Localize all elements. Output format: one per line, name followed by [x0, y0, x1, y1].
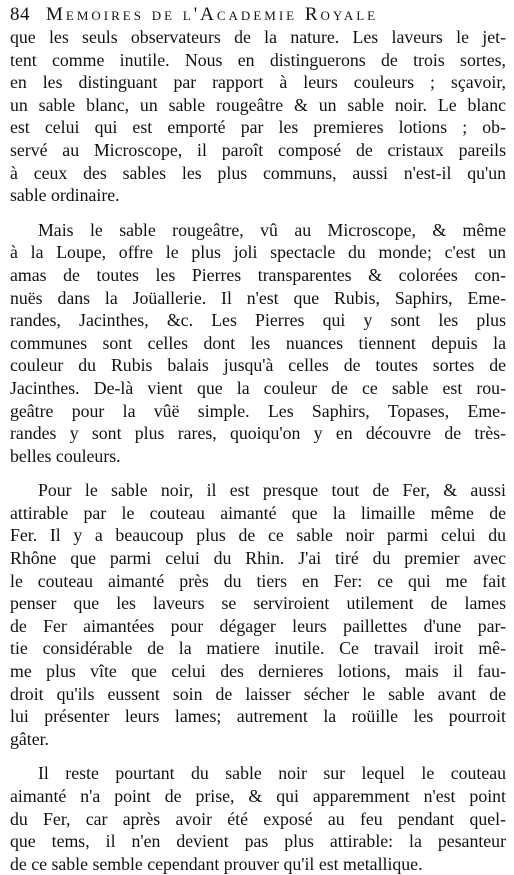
text-line: sable ordinaire. — [10, 185, 120, 206]
text-line: nuës dans la Joüallerie. Il n'est que Rubis, Saphirs, Eme- — [10, 287, 506, 308]
paragraph-gap — [10, 750, 506, 762]
text-line: geâtre pour la vûë simple. Les Saphirs, Topases, Eme- — [10, 400, 506, 421]
paragraph-gap — [10, 467, 506, 479]
text-line: servé au Microscope, il paroît composé de cristaux pareils — [10, 139, 506, 160]
paragraph — [10, 479, 506, 750]
text-line: est celui qui est emporté par les premieres lotions ; ob- — [10, 117, 506, 138]
text-line: me plus vîte que celui des dernieres lotions, mais il fau- — [10, 661, 506, 682]
text-line: de Fer aimantées pour dégager leurs paillettes d'une par- — [10, 615, 506, 636]
text-line: Fer. Il y a beaucoup plus de ce sable noir parmi celui du — [10, 525, 506, 546]
paragraph — [10, 219, 506, 468]
text-line: de ce sable semble cependant prouver qu'il est metallique. — [10, 853, 423, 874]
text-line: communes sont celles dont les nuances tiennent depuis la — [10, 332, 506, 353]
text-line: Il reste pourtant du sable noir sur lequel le couteau — [38, 763, 506, 784]
text-line: tie considérable de la matiere inutile. Ce travail iroit mê- — [10, 638, 506, 659]
text-line: du Fer, car après avoir été exposé au feu pendant quel- — [10, 808, 506, 829]
running-title: Memoires de l'Academie Royale — [46, 4, 379, 25]
text-line: tent comme inutile. Nous en distinguerons de trois sortes, — [10, 49, 506, 70]
text-line: Pour le sable noir, il est presque tout de Fer, & aussi — [38, 480, 506, 501]
text-line: aimanté n'a point de prise, & qui apparemment n'est point — [10, 786, 506, 806]
text-line: Rhône que parmi celui du Rhin. J'ai tiré du premier avec — [10, 548, 506, 569]
text-line: gâter. — [10, 728, 50, 749]
text-line: penser que les laveurs se serviroient utilement de lames — [10, 593, 506, 614]
text-line: à la Loupe, offre le plus joli spectacle du monde; c'est un — [10, 242, 506, 263]
paragraph — [10, 762, 506, 875]
text-line: lui présenter leurs lames; autrement la roüille les pourroit — [10, 706, 506, 727]
text-line: un sable blanc, un sable rougeâtre & un sable noir. Le blanc — [10, 94, 506, 115]
text-line: à ceux des sables les plus communs, aussi n'est-il qu'un — [10, 162, 506, 183]
page-number: 84 — [10, 4, 30, 25]
text-line: le couteau aimanté près du tiers en Fer: ce qui me fait — [10, 570, 506, 591]
text-line: Jacinthes. De-là vient que la couleur de ce sable est rou- — [10, 377, 506, 398]
text-line: que les seuls observateurs de la nature. Les laveurs le jet- — [10, 27, 506, 47]
paragraph-gap — [10, 207, 506, 219]
page-header — [10, 4, 506, 26]
paragraph — [10, 26, 506, 207]
text-line: randes, Jacinthes, &c. Les Pierres qui y sont les plus — [10, 310, 506, 331]
text-line: droit qu'ils eussent soin de laisser sécher le sable avant de — [10, 683, 506, 704]
text-line: en les distinguant par rapport à leurs couleurs ; sçavoir, — [10, 72, 506, 93]
text-line: couleur du Rubis balais jusqu'à celles de toutes sortes de — [10, 355, 506, 376]
body-text — [10, 26, 506, 875]
text-line: randes y sont plus rares, quoiqu'on y en découvre de très- — [10, 423, 506, 444]
text-line: attirable par le couteau aimanté que la limaille même de — [10, 502, 506, 523]
text-line: que tems, il n'en devient pas plus attirable: la pesanteur — [10, 831, 506, 852]
text-line: amas de toutes les Pierres transparentes & colorées con- — [10, 264, 506, 285]
text-line: Mais le sable rougeâtre, vû au Microscope, & même — [38, 219, 506, 240]
text-line: belles couleurs. — [10, 445, 121, 466]
